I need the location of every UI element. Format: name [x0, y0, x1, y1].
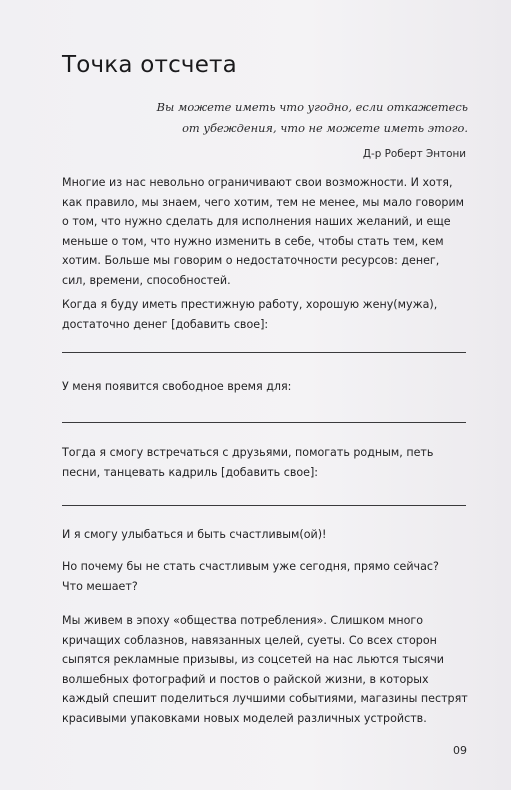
- society-paragraph: Мы живем в эпоху «общества потребления». Слишком много кричащих соблазнов, навязанных целей, суеты. Со всех сторон сыпятся рекламные призывы, из соцсетей на нас льются тысячи волшебных фотографий и постов о райской жизни, в которых каждый спешит поделиться лучшими событиями, магазины пестрят красивыми упаковками новых моделей различных устройств.: [62, 614, 468, 725]
- epigraph-author: Д-р Роберт Энтони: [362, 148, 466, 160]
- question-paragraph: Но почему бы не стать счастливым уже сегодня, прямо сейчас? Что мешает?: [62, 560, 439, 593]
- answer-line-3[interactable]: [62, 505, 466, 506]
- page-title: Точка отсчета: [62, 52, 237, 78]
- smile-paragraph: И я смогу улыбаться и быть счастливым(ой)!: [62, 528, 327, 541]
- prompt-paragraph-3: Тогда я смогу встречаться с друзьями, помогать родным, петь песни, танцевать кадриль [добавить свое]:: [62, 446, 434, 479]
- answer-line-1[interactable]: [62, 352, 466, 353]
- epigraph-quote: Вы можете иметь что угодно, если откажетесь от убеждения, что не можете иметь этого.: [156, 100, 468, 135]
- page-number: 09: [453, 744, 467, 757]
- answer-line-2[interactable]: [62, 422, 466, 423]
- prompt-paragraph-2: У меня появится свободное время для:: [62, 380, 292, 393]
- prompt-paragraph-1: Когда я буду иметь престижную работу, хорошую жену(мужа), достаточно денег [добавить свое]:: [62, 298, 438, 331]
- intro-paragraph: Многие из нас невольно ограничивают свои возможности. И хотя, как правило, мы знаем, чего хотим, тем не менее, мы мало говорим о том, что нужно сделать для исполнения наших желаний, и еще меньше о том, что нужно изменить в себе, чтобы стать тем, кем хотим. Больше мы говорим о недостаточности ресурсов: денег, сил, времени, способностей.: [62, 176, 465, 287]
